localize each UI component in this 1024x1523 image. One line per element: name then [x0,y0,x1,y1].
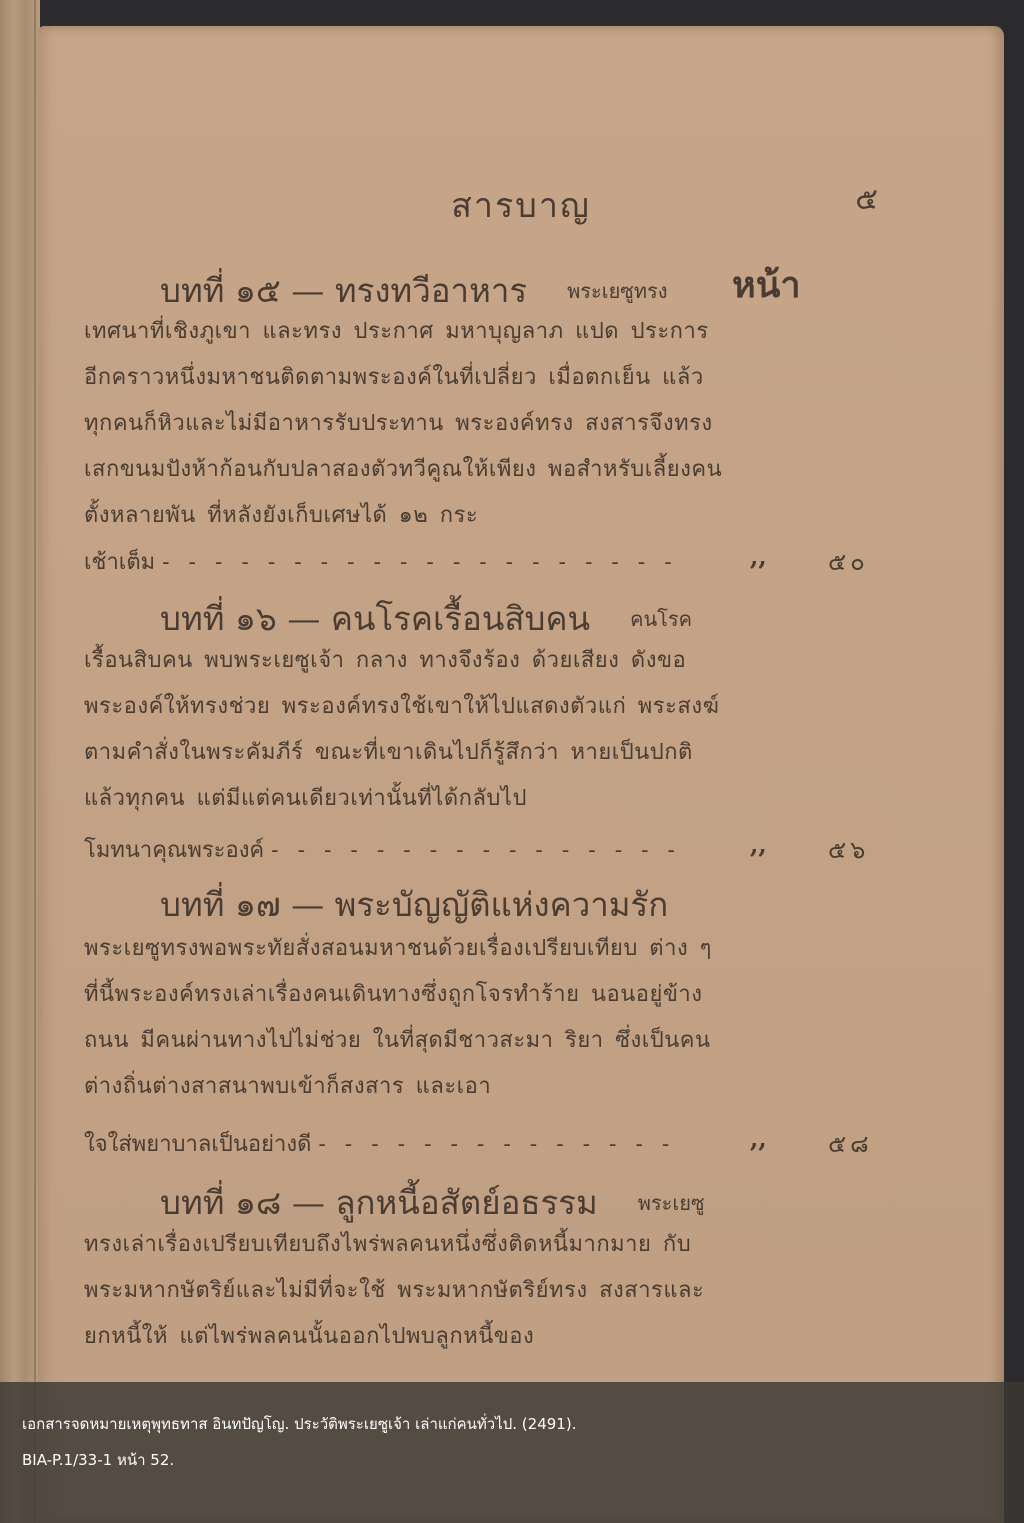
page-title: สารบาญ [451,186,591,226]
leader-dashes: - - - - - - - - - - - - - - [318,1132,676,1157]
chapter-summary-tail [84,544,724,579]
chapter-summary: ทรงเล่าเรื่องเปรียบเทียบถึงไพร่พลคนหนึ่งซึ่งติดหนี้มากมาย กับพระมหากษัตริย์และไม่มีที่จะใช้ พระมหากษัตริย์ทรง สงสารและยกหนี้ให้ แต่ไพร่พลคนนั้นออกไปพบลูกหนี้ของ [84,1232,705,1349]
chapter-title: บทที่ ๑๘ — ลูกหนี้อสัตย์อธรรม [160,1183,598,1222]
chapter-summary: พระเยซูทรงพอพระทัยสั่งสอนมหาชนด้วยเรื่องเปรียบเทียบ ต่าง ๆ ที่นี้พระองค์ทรงเล่าเรื่องคนเดินทางซึ่งถูกโจรทำร้าย นอนอยู่ข้างถนน มีคนผ่านทางไปไม่ช่วย ในที่สุดมีชาวสะมา ริยา ซึ่งเป็นคนต่างถิ่นต่างสาสนาพบเข้าก็สงสาร และเอา [84,936,712,1099]
chapter-lead-text: พระเยซู [637,1191,705,1215]
summary-last-words: โมทนาคุณพระองค์ [84,838,265,863]
chapter-summary: เทศนาที่เชิงภูเขา และทรง ประกาศ มหาบุญลาภ แปด ประการ อีกคราวหนึ่งมหาชนติดตามพระองค์ในที่เปลี่ยว เมื่อตกเย็น แล้วทุกคนก็หิวและไม่มีอาหารรับประทาน พระองค์ทรง สงสารจึงทรงเสกขนมปังห้าก้อนกับปลาสองตัวทวีคูณให้เพียง พอสำหรับเลี้ยงคนตั้งหลายพัน ที่หลังยังเก็บเศษได้ ๑๒ กระ [84,319,723,528]
summary-last-words: ใจใส่พยาบาลเป็นอย่างดี [84,1132,312,1157]
binding-fold-line [34,0,36,1523]
ditto-mark: ,, [750,830,767,859]
chapter-lead-text: พระเยซูทรง [567,279,668,303]
chapter-lead-text: คนโรค [630,607,693,631]
chapter-summary-tail [84,1126,724,1161]
chapter-summary: เรื้อนสิบคน พบพระเยซูเจ้า กลาง ทางจึงร้อง ด้วยเสียง ดังขอ พระองค์ให้ทรงช่วย พระองค์ทรงใช้เขาให้ไปแสดงตัวแก่ พระสงฆ์ตามคำสั่งในพระคัมภีร์ ขณะที่เขาเดินไปก็รู้สึกว่า หายเป็นปกติแล้วทุกคน แต่มีแต่คนเดียวเท่านั้นที่ได้กลับไป [84,648,720,811]
page-column-label: หน้า [732,264,801,306]
chapter-title: บทที่ ๑๖ — คนโรคเรื้อนสิบคน [160,599,591,638]
caption-citation: เอกสารจดหมายเหตุพุทธทาส อินทปัญโญ. ประวัติพระเยซูเจ้า เล่าแก่คนทั่วไป. (2491). [22,1415,577,1433]
page-number: ๕ [855,182,878,217]
ditto-mark: ,, [750,1124,767,1153]
chapter-title: บทที่ ๑๗ — พระบัญญัติแห่งความรัก [160,885,669,924]
book-page [38,26,1004,1523]
chapter-title: บทที่ ๑๕ — ทรงทวีอาหาร [160,271,528,310]
chapter-page-ref: ๕๘ [828,1130,873,1158]
chapter-summary-tail [84,832,724,867]
chapter-page-ref: ๕๐ [828,548,869,576]
leader-dashes: - - - - - - - - - - - - - - - - - - - - [162,550,678,575]
ditto-mark: ,, [750,542,767,571]
chapter-heading [160,878,720,931]
leader-dashes: - - - - - - - - - - - - - - - - [271,838,681,863]
caption-reference: BIA-P.1/33-1 หน้า 52. [22,1451,175,1469]
chapter-page-ref: ๕๖ [828,836,870,864]
caption-bar [0,1382,1024,1523]
summary-last-words: เช้าเต็ม [84,550,156,575]
